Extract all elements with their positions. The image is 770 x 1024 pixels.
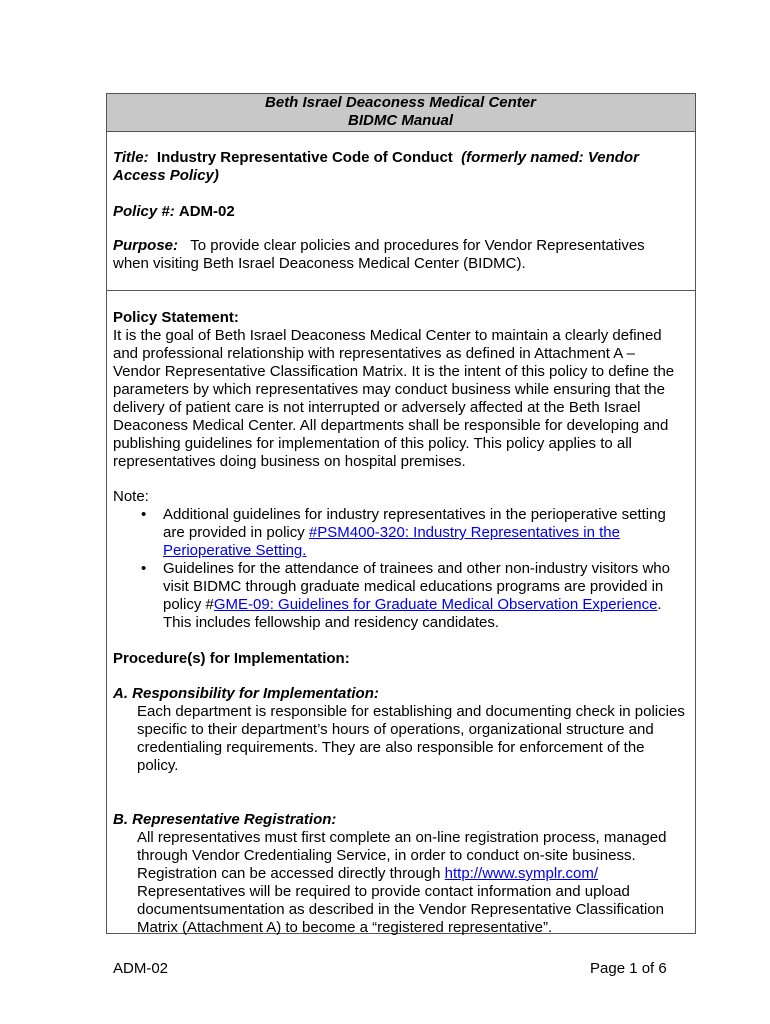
section-b-line xyxy=(137,865,598,883)
section-b-line: Representatives will be required to provide contact information and upload xyxy=(137,883,630,900)
policy-statement-line: representatives doing business on hospital premises. xyxy=(113,453,466,470)
section-a-line: policy. xyxy=(137,757,179,774)
title-value: Industry Representative Code of Conduct xyxy=(156,149,453,166)
gme-09-link[interactable]: GME-09: Guidelines for Graduate Medical Observation Experience xyxy=(213,596,658,613)
section-a-line: Each department is responsible for establishing and documenting check in policies xyxy=(137,703,685,720)
note-bullet-1-cont xyxy=(163,542,306,560)
footer-page-number: Page 1 of 6 xyxy=(590,960,667,977)
policy-statement-line: Deaconess Medical Center. All departments shall be responsible for developing and xyxy=(113,417,669,434)
note-bullet-1-cont xyxy=(163,524,620,542)
purpose-label: Purpose: xyxy=(113,237,179,254)
procedures-heading: Procedure(s) for Implementation: xyxy=(113,650,350,667)
psm400-320-link-cont[interactable]: Perioperative Setting. xyxy=(163,542,307,559)
org-name: Beth Israel Deaconess Medical Center xyxy=(265,94,536,111)
note-label: Note: xyxy=(113,488,149,505)
section-a-line: credentialing requirements. They are also responsible for enforcement of the xyxy=(137,739,645,756)
policy-statement-line: publishing guidelines for implementation of this policy. This policy applies to all xyxy=(113,435,632,452)
title-label: Title: xyxy=(113,149,149,166)
policy-statement-line: delivery of patient care is not interrupted or adversely affected at the Beth Israel xyxy=(113,399,641,416)
section-divider xyxy=(106,290,695,291)
section-b-line: Matrix (Attachment A) to become a “registered representative”. xyxy=(137,919,553,936)
policy-number-value: ADM-02 xyxy=(178,203,235,220)
section-a-line: specific to their department’s hours of operations, organizational structure and xyxy=(137,721,654,738)
psm400-320-link[interactable]: #PSM400-320: Industry Representatives in the xyxy=(308,524,620,541)
note-bullet-2-cont: visit BIDMC through graduate medical educations programs are provided in xyxy=(163,578,664,595)
purpose-line-1 xyxy=(113,237,645,255)
policy-statement-line: Vendor Representative Classification Matrix. It is the intent of this policy to define the xyxy=(113,363,675,380)
policy-statement-line: It is the goal of Beth Israel Deaconess Medical Center to maintain a clearly defined xyxy=(113,327,662,344)
bullet-icon: • xyxy=(141,560,147,577)
purpose-text: To provide clear policies and procedures for Vendor Representatives xyxy=(190,237,645,254)
bullet-icon: • xyxy=(141,506,147,523)
text: Registration can be accessed directly through xyxy=(137,865,445,882)
note-bullet-2-cont: This includes fellowship and residency candidates. xyxy=(163,614,500,631)
policy-statement-heading: Policy Statement: xyxy=(113,309,239,326)
title-line xyxy=(113,149,639,167)
note-bullet-2: Guidelines for the attendance of trainees and other non-industry visitors who xyxy=(163,560,670,577)
section-b-line: through Vendor Credentialing Service, in order to conduct on-site business. xyxy=(137,847,636,864)
policy-statement-line: and professional relationship with representatives as defined in Attachment A – xyxy=(113,345,635,362)
policy-number-label: Policy #: xyxy=(113,203,175,220)
footer-doc-id: ADM-02 xyxy=(113,960,169,977)
section-b-line: All representatives must first complete an on-line registration process, managed xyxy=(137,829,667,846)
note-bullet-2-cont xyxy=(163,596,662,614)
text: policy # xyxy=(163,596,214,613)
text: . xyxy=(657,596,662,613)
section-b-heading: B. Representative Registration: xyxy=(113,811,337,828)
symplr-link[interactable]: http://www.symplr.com/ xyxy=(444,865,599,882)
section-a-heading: A. Responsibility for Implementation: xyxy=(113,685,379,702)
note-bullet-1: Additional guidelines for industry representatives in the perioperative setting xyxy=(163,506,666,523)
former-name-cont: Access Policy) xyxy=(113,167,219,184)
policy-number xyxy=(113,203,235,221)
section-b-line: documentsumentation as described in the Vendor Representative Classification xyxy=(137,901,664,918)
policy-statement-line: parameters by which representatives may conduct business while ensuring that the xyxy=(113,381,665,398)
manual-name: BIDMC Manual xyxy=(348,112,453,129)
former-name: (formerly named: Vendor xyxy=(461,149,639,166)
text: are provided in policy xyxy=(163,524,309,541)
purpose-line-2: when visiting Beth Israel Deaconess Medical Center (BIDMC). xyxy=(113,255,526,272)
